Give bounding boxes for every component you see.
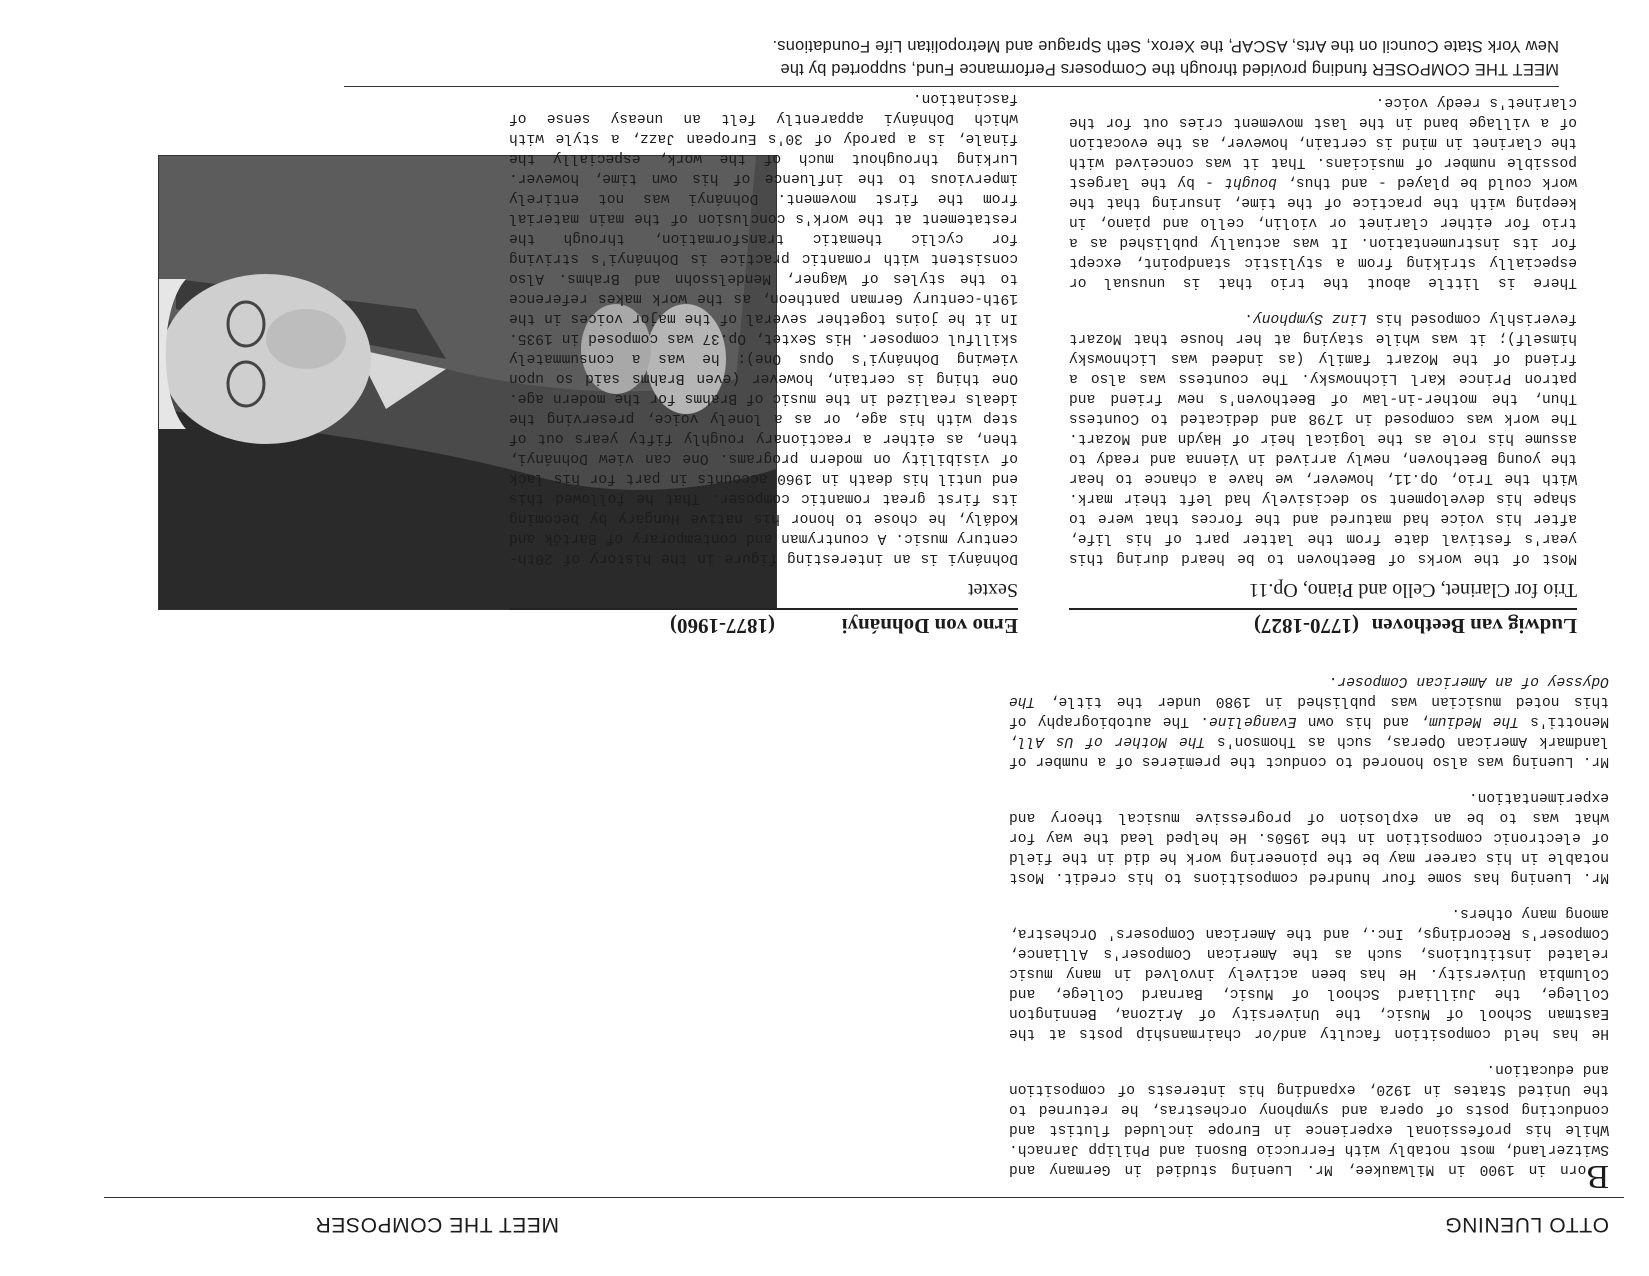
dohnanyi-paragraph-1: Dohnányi is an interesting figure in the history of 20th-century music. A countryman and contemporary of Bartók and Kodály, he chose to honor his native Hungary by becoming its first great romantic composer. That he followed this end until his death in 1960 accounts in part for his lack of visibility on modern programs. One can view Dohnányi, then, as either a reactionary roughly fifty years out of step with his age, or as a lonely voice, preserving the ideals realized in the music of Brahms for the modern age. One thing is certain, however (even Brahms said so upon viewing Dohnányi's Opus One): he was a consummately skillful composer. His Sextet, Op.37 was composed in 1935. In it he joins together several of the major voices in the 19th-century German pantheon, as the work makes reference to the styles of Wagner, Mendelssohn and Brahms. Also consistent with romantic practice is Dohnányi's striving for cyclic thematic transformation, through the restatement at the work's conclusion of the main material from the first movement. Dohnányi was not entirely impervious to the influence of his own time, however. Lurking throughout much of the work, especially the finale, is a parody of 30's European Jazz, a style with which Dohnányi apparently felt an uneasy sense of fascination. [509, 90, 1018, 566]
luening-paragraph-3: Mr. Luening has some four hundred compositions to his credit. Most notable in his career may be the pioneering work he did in the field of electronic composition in the 1950s. He helped lead the way for what was to be an explosion of progressive musical theory and experimentation. [1009, 789, 1609, 885]
footer-line-2: New York State Council on the Arts, ASCAP, the Xerox, Seth Sprague and Metropolitan Life Foundations. [772, 37, 1559, 55]
header-right-label: MEET THE COMPOSER [315, 1213, 559, 1236]
dohnanyi-heading [509, 608, 1018, 644]
composer-dates: (1877-1960) [670, 614, 775, 638]
funding-footer [344, 34, 1559, 87]
luening-paragraph-4: Mr. Luening was also honored to conduct the premieres of a number of landmark American Operas, such as Thomson's The Mother of Us All, Menotti's The Medium, and his own Evangeline. The autobiography of this noted musician was published in 1980 under the title, The Odyssey of an American Composer. [1008, 673, 1609, 769]
drop-cap: B [1586, 1158, 1609, 1195]
header-left-label: OTTO LUENING [1444, 1213, 1609, 1236]
composer-name: Erno von Dohnányi [841, 614, 1018, 638]
work-title: Trio for Clarinet, Cello and Piano, Op.11 [1249, 579, 1577, 601]
beethoven-paragraph-1: Most of the works of Beethoven to be heard during this year's festival date from the latter part of his life, after his voice had matured and the forces that were to shape his development so decisively had left their mark. With the Trio, Op.11, however, we have a chance to hear the young Beethoven, newly arrived in Vienna and ready to assume his role as the logical heir of Haydn and Mozart. The work was composed in 1798 and dedicated to Countess Thun, the mother-in-law of Beethoven's new friend and patron Prince Karl Lichnowsky. The countess was also a friend of the Mozart family (as indeed was Lichnowsky himself); it was while staying at her house that Mozart feverishly composed his Linz Symphony. [1069, 310, 1577, 566]
beethoven-heading [1069, 608, 1577, 644]
luening-paragraph-1: Born in 1900 in Milwaukee, Mr. Luening studied in Germany and Switzerland, most notably with Ferruccio Busoni and Philipp Jarnach. While his professional experience in Europe included flutist and conducting posts of opera and symphony orchestras, he returned to the United States in 1920, expanding his interests of composition and education. [1009, 1061, 1609, 1195]
luening-paragraph-2: He has held composition faculty and/or chairmanship posts at the Eastman School of Music, the University of Arizona, Bennington College, the Juilliard School of Music, Barnard College, and Columbia University. He has been actively involved in many music related institutions, such as the American Composer's Alliance, Composer's Recordings, Inc., and the American Composers' Orchestra, among many others. [1009, 905, 1609, 1041]
page-header [104, 1197, 1624, 1248]
dohnanyi-notes [509, 72, 1018, 568]
beethoven-notes [1069, 76, 1577, 568]
work-title: Sextet [968, 579, 1018, 601]
footer-line-1: MEET THE COMPOSER funding provided through the Composers Performance Fund, supported by the [780, 60, 1559, 78]
composer-dates: (1770-1827) [1254, 614, 1359, 638]
beethoven-paragraph-2: There is little about the trio that is unusual or especially striking from a stylistic standpoint, except for its instrumentation. It was actually published as a trio for either clarinet or violin, cello and piano, in keeping with the practice of the time, insuring that the work could be played - and thus, bought - by the largest possible number of musicians. That it was conceived with the clarinet in mind is certain, however, as the evocation of a village band in the last movement cries out for the clarinet's reedy voice. [1069, 94, 1577, 290]
luening-biography [1008, 655, 1609, 1195]
composer-name: Ludwig van Beethoven [1371, 614, 1577, 638]
